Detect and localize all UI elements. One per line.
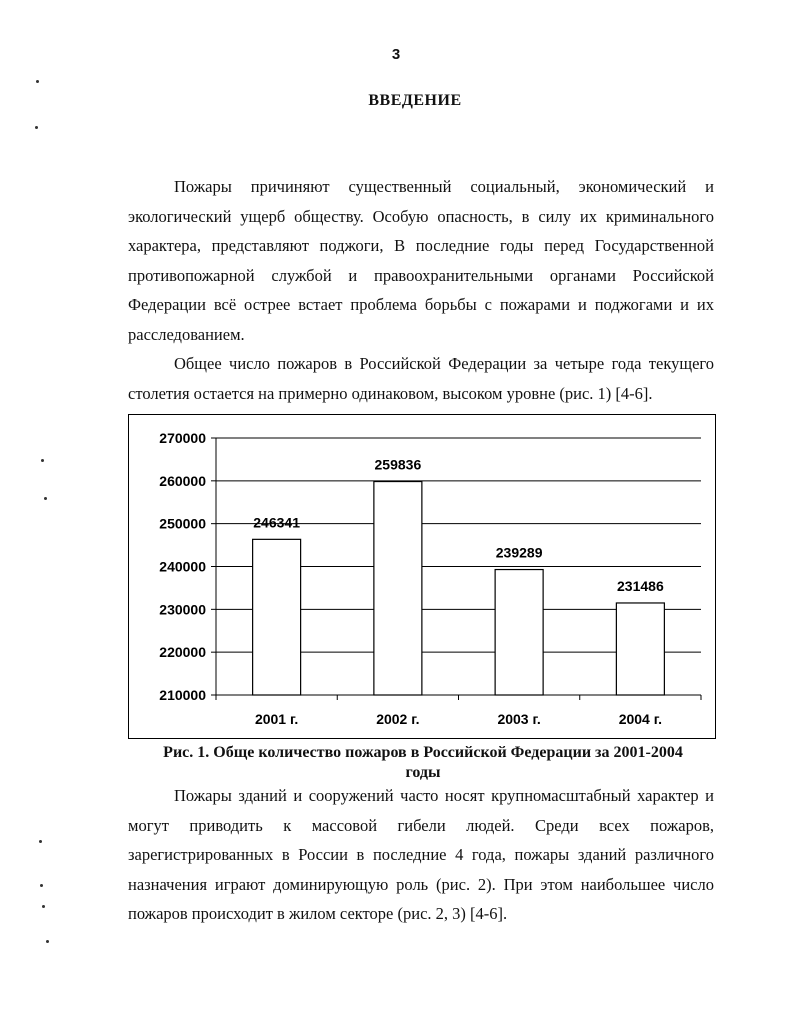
intro-paragraph: Пожары причиняют существенный социальный, экономический и экологический ущерб обществу. Особую опасность, в силу их криминального характера, представляют поджоги, В последние годы перед Государственной противопожарной службой и правоохранительными органами Российской Федерации всё острее встает проблема борьбы с пожарами и поджогами и их расследованием. bbox=[128, 177, 714, 344]
y-tick-label: 220000 bbox=[159, 644, 206, 661]
bar-chart-svg bbox=[129, 415, 715, 738]
page-number: 3 bbox=[391, 46, 401, 63]
scan-speck bbox=[41, 459, 44, 462]
figure-caption bbox=[128, 743, 718, 783]
y-tick-label: 210000 bbox=[159, 687, 206, 703]
y-tick-label: 270000 bbox=[159, 430, 206, 446]
bar-value-label: 259836 bbox=[374, 456, 422, 473]
bar-value-label: 231486 bbox=[617, 577, 664, 594]
caption-line-2: годы bbox=[405, 764, 441, 781]
y-tick-label: 240000 bbox=[159, 558, 206, 575]
x-tick-label: 2004 г. bbox=[618, 711, 663, 727]
x-tick-label: 2001 г. bbox=[254, 711, 299, 727]
bar bbox=[253, 539, 301, 695]
bar bbox=[374, 482, 422, 695]
y-tick-label: 230000 bbox=[159, 601, 206, 618]
y-tick-label: 260000 bbox=[159, 472, 206, 489]
scan-speck bbox=[42, 905, 45, 908]
fire-count-chart bbox=[128, 414, 716, 739]
buildings-paragraph: Пожары зданий и сооружений часто носят крупномасштабный характер и могут приводить к массовой гибели людей. Среди всех пожаров, зарегистрированных в России в последние 4 года, пожары зданий различного назначения играют доминирующую роль (рис. 2). При этом наибольшее число пожаров происходит в жилом секторе (рис. 2, 3) [4-6]. bbox=[128, 786, 714, 923]
section-heading: ВВЕДЕНИЕ bbox=[368, 92, 462, 109]
scan-speck bbox=[35, 126, 38, 129]
scan-speck bbox=[39, 840, 42, 843]
y-tick-label: 250000 bbox=[159, 515, 206, 532]
scan-speck bbox=[44, 497, 47, 500]
bar-value-label: 239289 bbox=[495, 544, 543, 561]
bar-value-label: 246341 bbox=[253, 514, 300, 531]
x-tick-label: 2002 г. bbox=[376, 711, 420, 727]
fire-count-paragraph: Общее число пожаров в Российской Федерации за четыре года текущего столетия остается на примерно одинаковом, высоком уровне (рис. 1) [4-6]. bbox=[128, 354, 714, 403]
caption-line-1: Рис. 1. Обще количество пожаров в Российской Федерации за 2001-2004 bbox=[163, 744, 683, 761]
bar bbox=[495, 570, 543, 695]
scan-speck bbox=[36, 80, 39, 83]
bar bbox=[616, 603, 664, 695]
scan-speck bbox=[46, 940, 49, 943]
scan-speck bbox=[40, 884, 43, 887]
x-tick-label: 2003 г. bbox=[497, 711, 541, 727]
